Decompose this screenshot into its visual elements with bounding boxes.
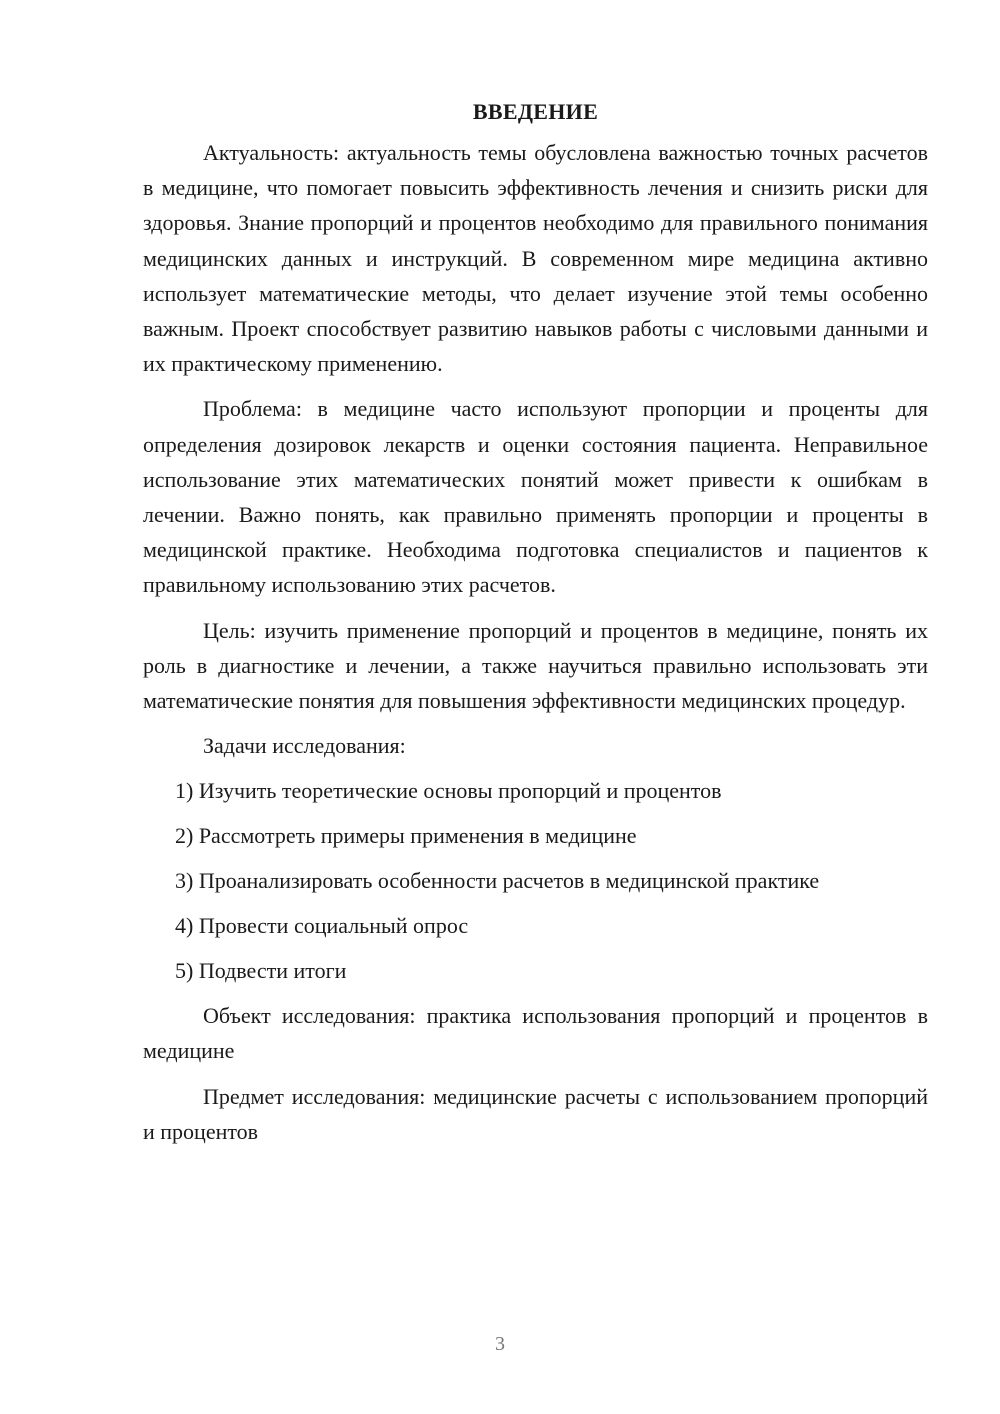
object-paragraph: Объект исследования: практика использования пропорций и процентов в медицине (143, 1003, 928, 1064)
tasks-list (143, 773, 928, 988)
subject-paragraph: Предмет исследования: медицинские расчеты с использованием пропорций и процентов (143, 1083, 928, 1144)
task-item: 1) Изучить теоретические основы пропорций и процентов (175, 778, 722, 804)
relevance-paragraph: Актуальность: актуальность темы обусловлена важностью точных расчетов в медицине, что помогает повысить эффективность лечения и снизить риски для здоровья. Знание пропорций и процентов необходимо для правильного понимания медицинских данных и инструкций. В современном мире медицина активно использует математические методы, что делает изучение этой темы особенно важным. Проект способствует развитию навыков работы с числовыми данными и их практическому применению. (143, 140, 928, 377)
task-item: 4) Провести социальный опрос (175, 913, 469, 939)
problem-paragraph: Проблема: в медицине часто используют пропорции и проценты для определения дозировок лекарств и оценки состояния пациента. Неправильное использование этих математических понятий может привести к ошибкам в лечении. Важно понять, как правильно применять пропорции и проценты в медицинской практике. Необходима подготовка специалистов и пациентов к правильному использованию этих расчетов. (143, 396, 928, 598)
task-item: 2) Рассмотреть примеры применения в медицине (175, 823, 637, 849)
task-item: 5) Подвести итоги (175, 958, 347, 984)
section-heading: ВВЕДЕНИЕ (472, 99, 599, 124)
goal-paragraph: Цель: изучить применение пропорций и процентов в медицине, понять их роль в диагностике и лечении, а также научиться правильно использовать эти математические понятия для повышения эффективности медицинских процедур. (143, 617, 928, 714)
page-number: 3 (495, 1333, 505, 1355)
tasks-heading: Задачи исследования: (203, 733, 406, 759)
task-item: 3) Проанализировать особенности расчетов в медицинской практике (175, 868, 820, 894)
page-content (143, 94, 928, 1159)
